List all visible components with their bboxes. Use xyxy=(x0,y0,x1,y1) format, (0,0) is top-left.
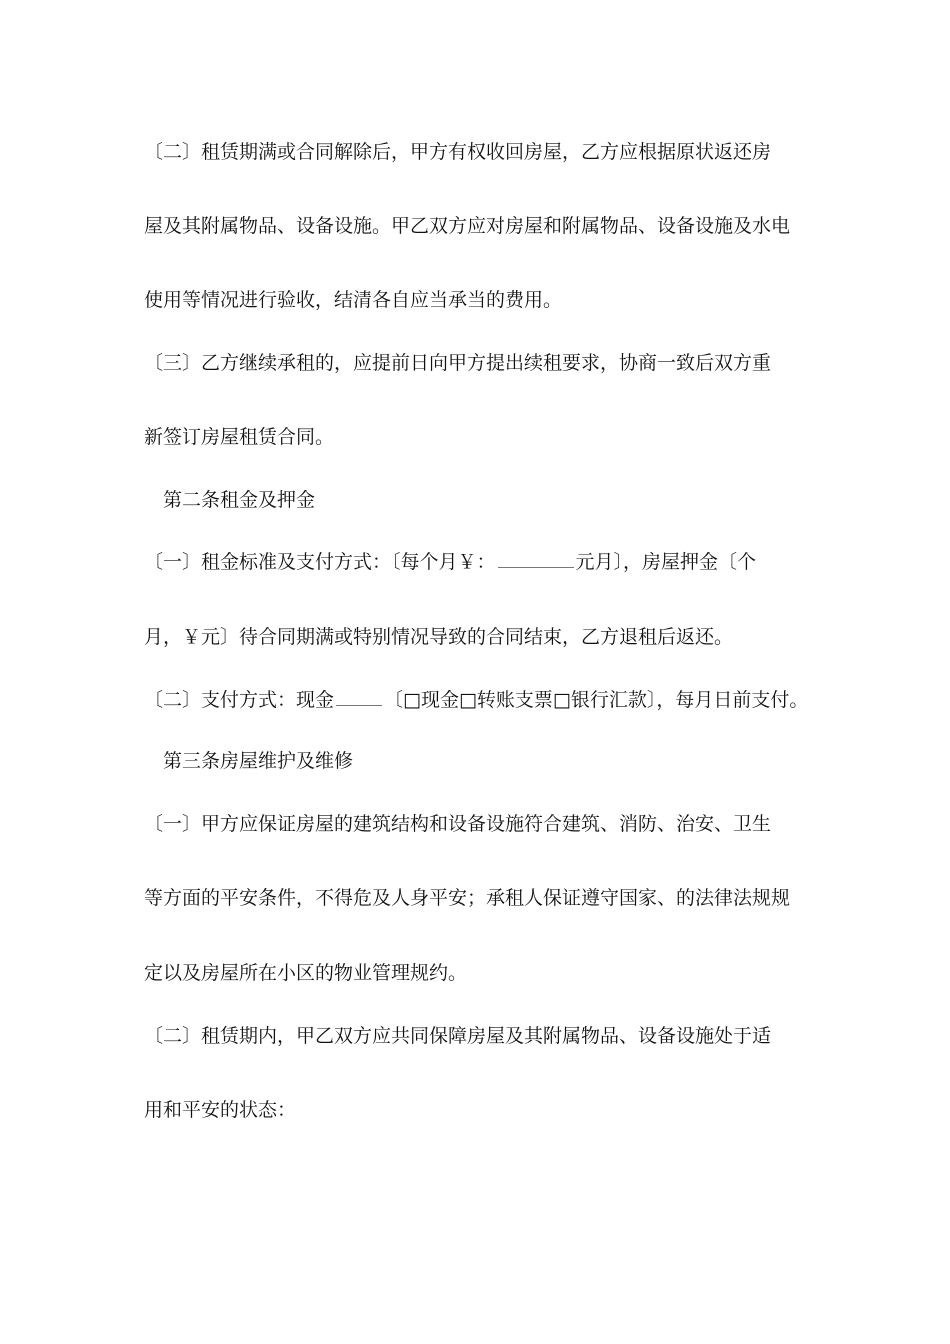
rent-amount-blank xyxy=(498,549,574,568)
paragraph-line: 〔二〕租赁期内，甲乙双方应共同保障房屋及其附属物品、设备设施处于适 xyxy=(144,1025,772,1047)
paragraph-line: 等方面的平安条件，不得危及人身平安；承租人保证遵守国家、的法律法规规 xyxy=(144,887,791,909)
paragraph-line: 用和平安的状态： xyxy=(144,1099,297,1121)
paragraph-line: 〔二〕租赁期满或合同解除后，甲方有权收回房屋，乙方应根据原状返还房 xyxy=(144,141,772,163)
paragraph-line: 屋及其附属物品、设备设施。甲乙双方应对房屋和附属物品、设备设施及水电 xyxy=(144,215,791,237)
paragraph-line: 月，￥元〕待合同期满或特别情况导致的合同结束，乙方退租后返还。 xyxy=(144,626,734,648)
payment-text-after: 〔□现金□转账支票□银行汇款〕，每月日前支付。 xyxy=(384,689,809,711)
paragraph-line xyxy=(144,687,808,713)
paragraph-line xyxy=(144,549,756,575)
paragraph-line: 新签订房屋租赁合同。 xyxy=(144,426,335,448)
section-heading: 第三条房屋维护及维修 xyxy=(163,750,354,772)
rent-text-after: 元月〕，房屋押金〔个 xyxy=(575,551,757,573)
payment-text-before: 〔二〕支付方式：现金 xyxy=(144,689,335,711)
paragraph-line: 〔一〕甲方应保证房屋的建筑结构和设备设施符合建筑、消防、治安、卫生 xyxy=(144,813,772,835)
payment-method-blank xyxy=(336,687,382,706)
paragraph-line: 〔三〕乙方继续承租的，应提前日向甲方提出续租要求，协商一致后双方重 xyxy=(144,352,772,374)
paragraph-line: 定以及房屋所在小区的物业管理规约。 xyxy=(144,962,468,984)
section-heading: 第二条租金及押金 xyxy=(163,489,316,511)
paragraph-line: 使用等情况进行验收，结清各自应当承当的费用。 xyxy=(144,289,563,311)
rent-text-before: 〔一〕租金标准及支付方式：〔每个月￥： xyxy=(144,551,496,573)
